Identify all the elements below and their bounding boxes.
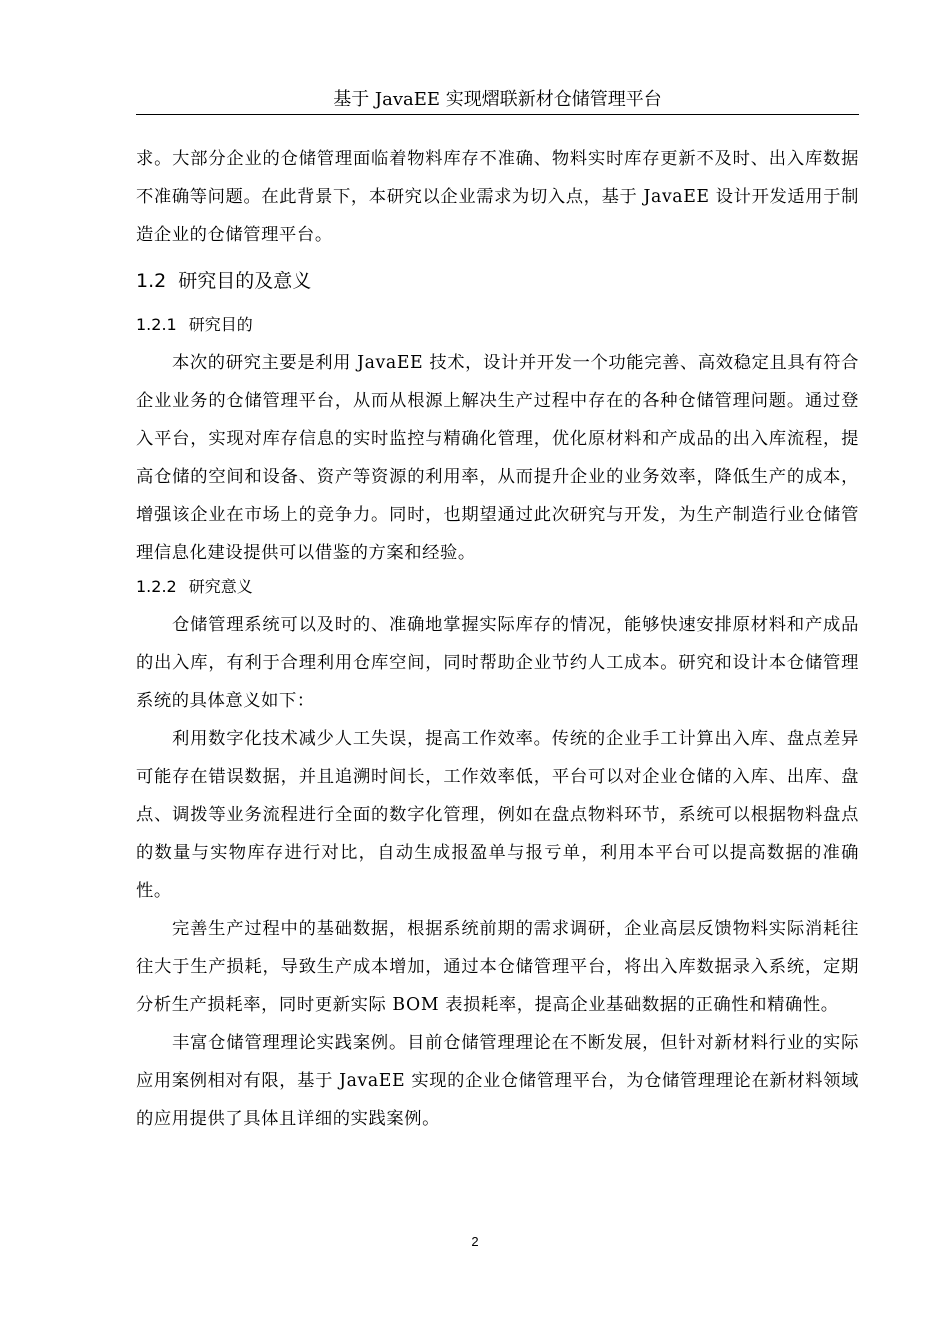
header-divider [136,114,859,115]
section-heading-1-2 [136,268,859,294]
section-number: 1.2 [136,270,167,292]
subsection-title: 研究目的 [188,315,253,334]
subsection-number: 1.2.1 [136,315,177,334]
subsection-heading-1-2-2 [136,576,859,598]
subsection-title: 研究意义 [188,577,253,596]
paragraph-research-purpose: 本次的研究主要是利用 JavaEE 技术，设计并开发一个功能完善、高效稳定且具有符合企业业务的仓储管理平台，从而从根源上解决生产过程中存在的各种仓储管理问题。通过登入平台，实现对库存信息的实时监控与精确化管理，优化原材料和产成品的出入库流程，提高仓储的空间和设备、资产等资源的利用率，从而提升企业的业务效率，降低生产的成本，增强该企业在市场上的竞争力。同时，也期望通过此次研究与开发，为生产制造行业仓储管理信息化建设提供可以借鉴的方案和经验。 [136,353,859,563]
section-title: 研究目的及意义 [178,270,312,292]
paragraph-significance-2: 完善生产过程中的基础数据，根据系统前期的需求调研，企业高层反馈物料实际消耗往往大于生产损耗，导致生产成本增加，通过本仓储管理平台，将出入库数据录入系统，定期分析生产损耗率，同时更新实际 BOM 表损耗率，提高企业基础数据的正确性和精确性。 [136,919,859,1015]
subsection-heading-1-2-1 [136,314,859,336]
paragraph-continuation: 求。大部分企业的仓储管理面临着物料库存不准确、物料实时库存更新不及时、出入库数据不准确等问题。在此背景下，本研究以企业需求为切入点，基于 JavaEE 设计开发适用于制造企业的仓储管理平台。 [136,149,859,245]
running-header: 基于 JavaEE 实现熠联新材仓储管理平台 [333,89,662,110]
paragraph-significance-3: 丰富仓储管理理论实践案例。目前仓储管理理论在不断发展，但针对新材料行业的实际应用案例相对有限，基于 JavaEE 实现的企业仓储管理平台，为仓储管理理论在新材料领域的应用提供了具体且详细的实践案例。 [136,1033,859,1129]
paragraph-significance-1: 利用数字化技术减少人工失误，提高工作效率。传统的企业手工计算出入库、盘点差异可能存在错误数据，并且追溯时间长，工作效率低，平台可以对企业仓储的入库、出库、盘点、调拨等业务流程进行全面的数字化管理，例如在盘点物料环节，系统可以根据物料盘点的数量与实物库存进行对比，自动生成报盈单与报亏单，利用本平台可以提高数据的准确性。 [136,729,859,901]
subsection-number: 1.2.2 [136,577,177,596]
paragraph-significance-intro: 仓储管理系统可以及时的、准确地掌握实际库存的情况，能够快速安排原材料和产成品的出入库，有利于合理利用仓库空间，同时帮助企业节约人工成本。研究和设计本仓储管理系统的具体意义如下： [136,615,859,711]
page-number: 2 [471,1234,479,1249]
page-body [136,140,859,1138]
